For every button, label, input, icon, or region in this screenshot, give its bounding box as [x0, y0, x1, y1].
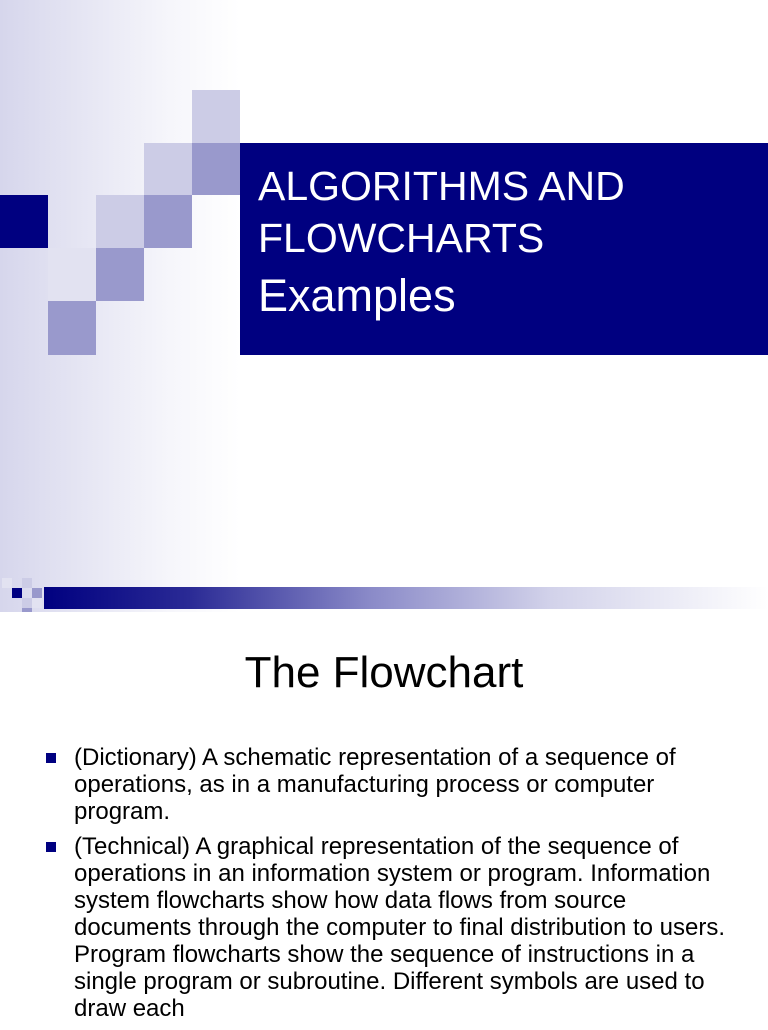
strip-mini-square	[12, 588, 22, 598]
strip-mini-square	[32, 598, 42, 608]
decor-square	[96, 195, 144, 248]
decor-square	[192, 143, 240, 195]
strip-mini-square	[22, 578, 32, 588]
content-slide	[0, 612, 768, 1024]
slide-title	[258, 160, 758, 326]
list-item	[44, 833, 734, 1022]
bullet-text: (Dictionary) A schematic representation of a sequence of operations, as in a manufacturing process or computer program.	[74, 744, 676, 825]
strip-mini-square	[2, 578, 12, 588]
bullet-square-icon	[46, 842, 56, 852]
title-line-2: FLOWCHARTS	[258, 215, 545, 261]
decor-square	[192, 90, 240, 143]
bullet-square-icon	[46, 753, 56, 763]
strip-mini-square	[32, 588, 42, 598]
list-item	[44, 744, 734, 825]
decor-square	[144, 143, 192, 195]
title-line-1: ALGORITHMS AND	[258, 163, 625, 209]
title-line-3: Examples	[258, 270, 456, 321]
bullet-text: (Technical) A graphical representation of the sequence of operations in an information system or program. Information system flowcharts show how data flows from source documents through the computer to final distribution to users. Program flowcharts show the sequence of instructions in a single program or subroutine. Different symbols are used to draw each	[74, 833, 726, 1022]
bullet-list	[44, 744, 734, 1030]
decor-square	[0, 195, 48, 248]
strip-mini-square	[22, 598, 32, 608]
decor-square	[48, 248, 96, 301]
decor-square	[96, 248, 144, 301]
decor-square	[144, 195, 192, 248]
slide-heading: The Flowchart	[244, 648, 524, 697]
decor-strip	[44, 587, 768, 609]
decor-square	[48, 301, 96, 355]
